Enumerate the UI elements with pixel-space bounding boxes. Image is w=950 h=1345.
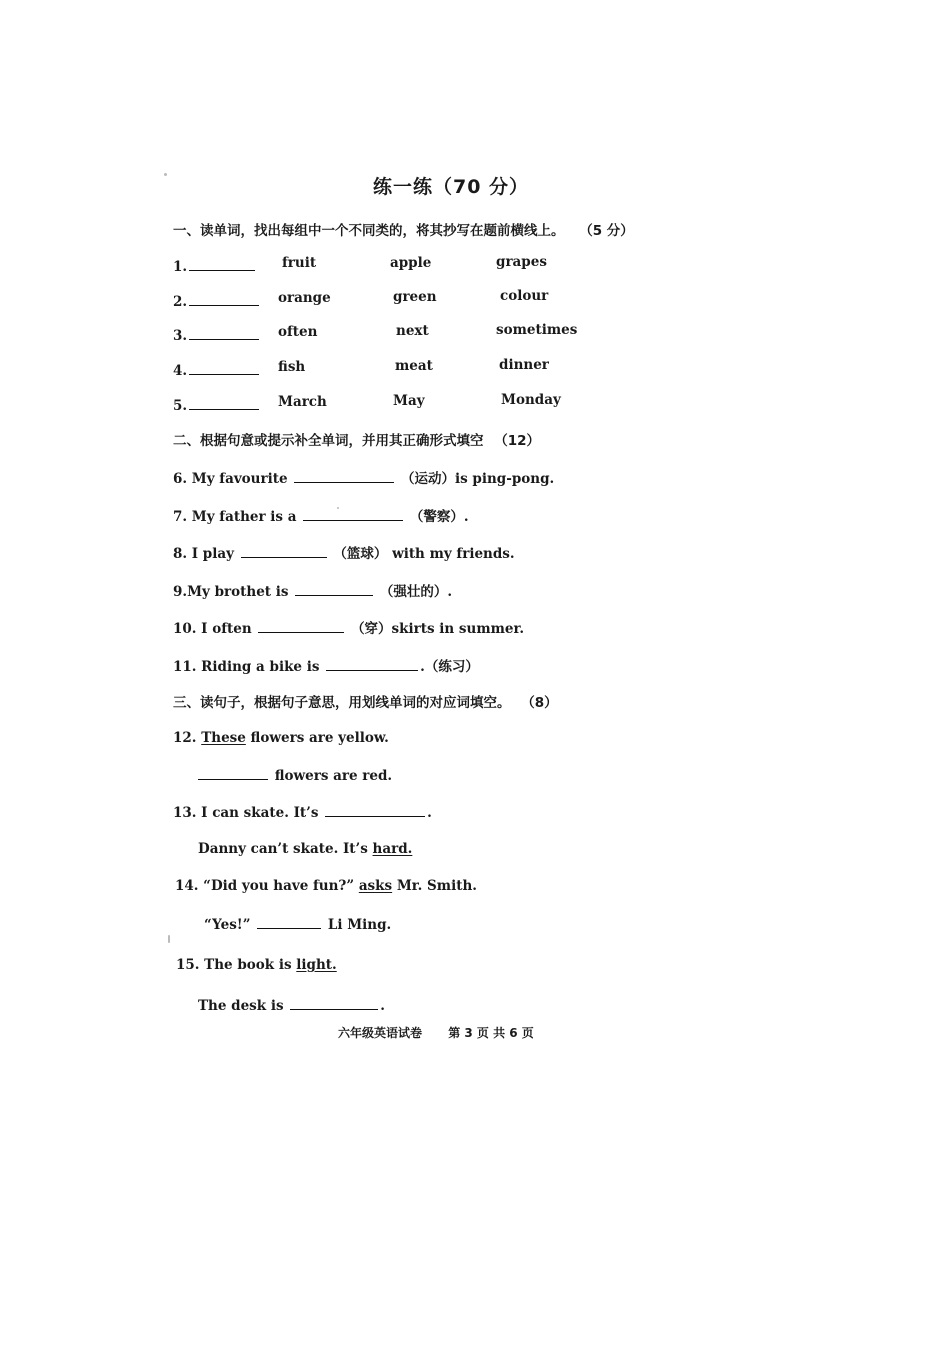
word: dinner [499, 357, 549, 373]
sentence-start: “Yes!” [204, 917, 251, 933]
question-15 [176, 957, 337, 973]
item-number: 1. [173, 259, 188, 275]
page-title: 练一练（70 分） [373, 176, 530, 198]
answer-blank[interactable] [241, 545, 327, 558]
word: often [278, 324, 318, 340]
sentence-start: 6. My favourite [173, 471, 288, 487]
list-item [173, 542, 515, 562]
section-1-score: （5 分） [579, 223, 634, 239]
word: next [396, 323, 429, 339]
sentence-end: （运动）is ping-pong. [400, 471, 555, 487]
sentence-start: 15. The book is [176, 957, 292, 973]
answer-blank[interactable] [295, 583, 373, 596]
answer-blank[interactable] [257, 916, 321, 929]
section-1-heading [173, 219, 634, 239]
section-3-heading [173, 691, 558, 711]
sentence-end: . [380, 998, 385, 1014]
word: May [393, 393, 425, 409]
sentence-end: . [427, 805, 432, 821]
section-3-heading-text: 三、读句子，根据句子意思，用划线单词的对应词填空。 [173, 695, 511, 711]
sentence-end: Li Ming. [327, 917, 392, 933]
page-footer [338, 1024, 534, 1041]
section-1-heading-text: 一、读单词，找出每组中一个不同类的，将其抄写在题前横线上。 [173, 223, 565, 239]
underlined-word: These [201, 730, 246, 746]
word: orange [278, 290, 331, 306]
answer-blank[interactable] [290, 997, 378, 1010]
footer-page-number: 第 3 页 共 6 页 [448, 1026, 534, 1040]
word: March [278, 394, 327, 410]
sentence-start: 8. I play [173, 546, 234, 562]
item-number: 2. [173, 294, 188, 310]
underlined-word: light. [296, 957, 337, 973]
question-12-answer-line [196, 767, 392, 784]
answer-blank[interactable] [325, 804, 425, 817]
sentence-end: （强壮的）. [379, 584, 453, 600]
list-item [173, 256, 257, 275]
question-14-line-2 [204, 916, 391, 933]
sentence-start: 9.My brothet is [173, 584, 289, 600]
sentence-end: Mr. Smith. [396, 878, 477, 894]
question-15-line-2 [198, 997, 385, 1014]
answer-blank[interactable] [189, 258, 255, 271]
item-number: 12. [173, 730, 197, 746]
question-13-line-2 [198, 841, 412, 857]
section-3-score: （8） [521, 695, 558, 711]
answer-blank[interactable] [326, 658, 418, 671]
word: apple [390, 255, 432, 271]
section-2-score: （12） [494, 433, 540, 449]
sentence-end: .（练习） [420, 659, 479, 675]
question-13 [173, 804, 432, 821]
scan-speck [337, 507, 339, 509]
word: colour [500, 288, 549, 304]
answer-blank[interactable] [303, 508, 403, 521]
section-2-heading-text: 二、根据句意或提示补全单词，并用其正确形式填空 [173, 433, 484, 449]
word: Monday [501, 392, 561, 408]
list-item [173, 325, 261, 344]
answer-blank[interactable] [189, 362, 259, 375]
list-item [173, 655, 479, 675]
underlined-word: hard. [372, 841, 413, 857]
answer-blank[interactable] [189, 327, 259, 340]
item-number: 5. [173, 398, 188, 414]
list-item [173, 395, 261, 414]
answer-blank[interactable] [189, 293, 259, 306]
word: meat [395, 358, 433, 374]
sentence-start: 14. “Did you have fun?” [175, 878, 355, 894]
item-number: 4. [173, 363, 188, 379]
list-item [173, 291, 261, 310]
word: fish [278, 359, 306, 375]
list-item [173, 467, 554, 487]
word: grapes [496, 254, 547, 270]
word: green [393, 289, 437, 305]
underlined-word: asks [358, 878, 393, 894]
item-number: 3. [173, 328, 188, 344]
answer-blank[interactable] [258, 620, 344, 633]
word: fruit [282, 255, 317, 271]
sentence-start: 11. Riding a bike is [173, 659, 320, 675]
answer-blank[interactable] [198, 767, 268, 780]
list-item [173, 617, 524, 637]
sentence-end: （穿）skirts in summer. [351, 621, 525, 637]
sentence-end: flowers are yellow. [250, 730, 389, 746]
list-item [173, 360, 261, 379]
list-item [173, 505, 469, 525]
section-2-heading [173, 429, 540, 449]
question-12 [173, 730, 389, 746]
sentence-end: （警察）. [409, 509, 469, 525]
sentence-start: 10. I often [173, 621, 252, 637]
sentence-start: 13. I can skate. It’s [173, 805, 319, 821]
answer-blank[interactable] [294, 470, 394, 483]
sentence-end: flowers are red. [274, 768, 393, 784]
question-14 [175, 878, 477, 894]
word: sometimes [496, 322, 578, 338]
sentence-start: Danny can’t skate. It’s [198, 841, 368, 857]
list-item [173, 580, 452, 600]
sentence-end: （篮球） with my friends. [333, 546, 515, 562]
scan-speck [168, 935, 170, 943]
footer-subject: 六年级英语试卷 [338, 1026, 423, 1040]
answer-blank[interactable] [189, 397, 259, 410]
sentence-start: 7. My father is a [173, 509, 297, 525]
sentence-start: The desk is [198, 998, 284, 1014]
scan-speck [164, 173, 167, 176]
